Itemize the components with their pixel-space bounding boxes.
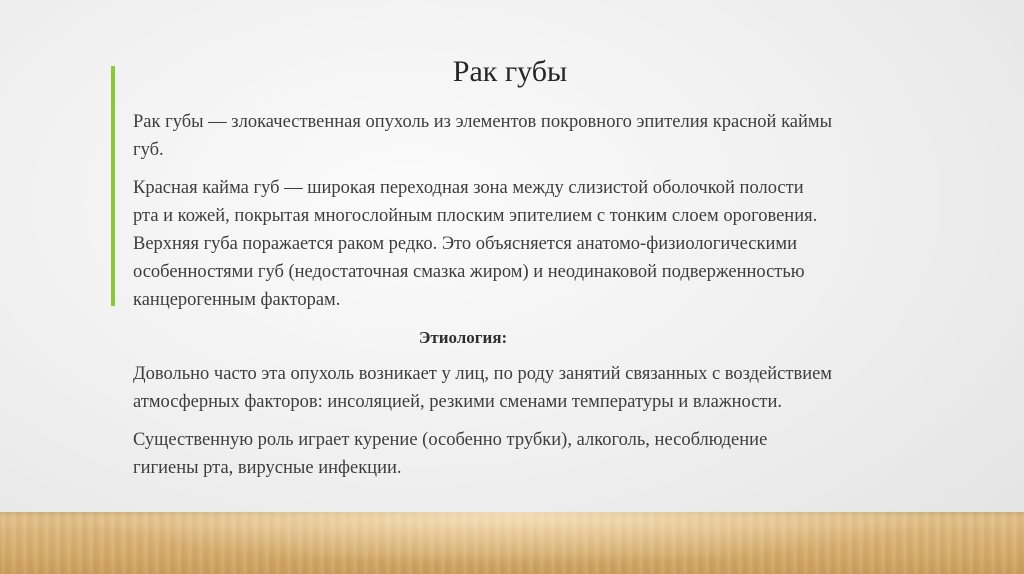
paragraph-red-border: Красная кайма губ — широкая переходная зона между слизистой оболочкой полости рта и кожей, покрытая многослойным плоским эпителием с тонким слоем ороговения. Верхняя губа поражается раком редко. Это объясняется анатомо-физиологическими особенностями губ (недостаточная смазка жиром) и неодинаковой подверженностью канцерогенным факторам.	[133, 178, 818, 310]
wooden-floor	[0, 512, 1024, 574]
accent-bar	[111, 66, 115, 306]
floor-light-glow	[0, 512, 1024, 574]
subheading-etiology: Этиология:	[418, 328, 508, 347]
slide-content	[133, 108, 833, 492]
paragraph-atmospheric-factors: Довольно часто эта опухоль возникает у лиц, по роду занятий связанных с воздействием атмосферных факторов: инсоляцией, резкими сменами температуры и влажности.	[133, 364, 833, 412]
paragraph-risk-factors: Существенную роль играет курение (особенно трубки), алкоголь, несоблюдение гигиены рта, вирусные инфекции.	[133, 430, 768, 478]
paragraph-definition: Рак губы — злокачественная опухоль из элементов покровного эпителия красной каймы губ.	[133, 112, 833, 160]
slide-title: Рак губы	[452, 55, 568, 88]
